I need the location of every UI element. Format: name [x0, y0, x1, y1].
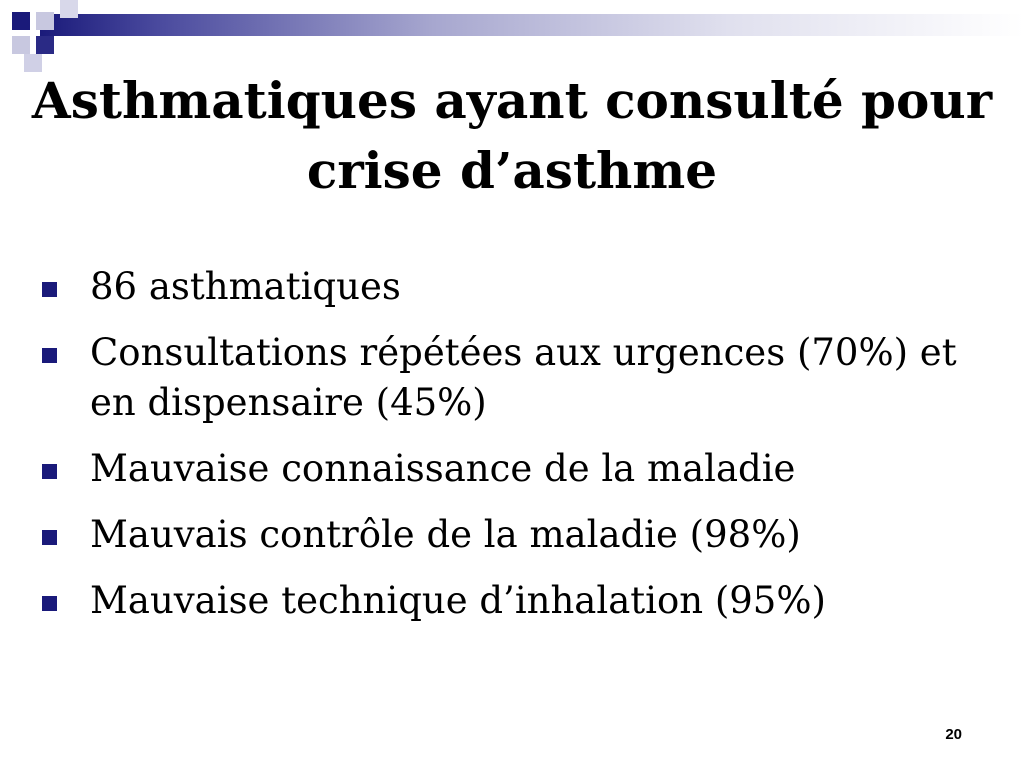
- bullet-list: [40, 262, 980, 642]
- bullet-text: Mauvais contrôle de la maladie (98%): [90, 513, 801, 556]
- bullet-text: Consultations répétées aux urgences (70%) et en dispensaire (45%): [90, 331, 957, 424]
- decoration-square-dark: [12, 12, 30, 30]
- decoration-square-light: [12, 36, 30, 54]
- square-bullet-icon: [42, 348, 57, 363]
- square-bullet-icon: [42, 464, 57, 479]
- decoration-square-dark: [36, 36, 54, 54]
- slide-title: Asthmatiques ayant consulté pour crise d’asthme: [31, 71, 993, 200]
- bullet-item: [40, 328, 980, 428]
- bullet-item: [40, 262, 980, 312]
- bullet-item: [40, 576, 980, 626]
- square-bullet-icon: [42, 282, 57, 297]
- square-bullet-icon: [42, 596, 57, 611]
- bullet-item: [40, 444, 980, 494]
- bullet-text: 86 asthmatiques: [90, 265, 401, 308]
- square-bullet-icon: [42, 530, 57, 545]
- decoration-square-light: [60, 0, 78, 18]
- page-number: 20: [945, 726, 962, 743]
- bullet-text: Mauvaise technique d’inhalation (95%): [90, 579, 826, 622]
- bullet-item: [40, 510, 980, 560]
- header-decoration-bar: [40, 14, 1024, 36]
- decoration-square-light: [36, 12, 54, 30]
- bullet-text: Mauvaise connaissance de la maladie: [90, 447, 796, 490]
